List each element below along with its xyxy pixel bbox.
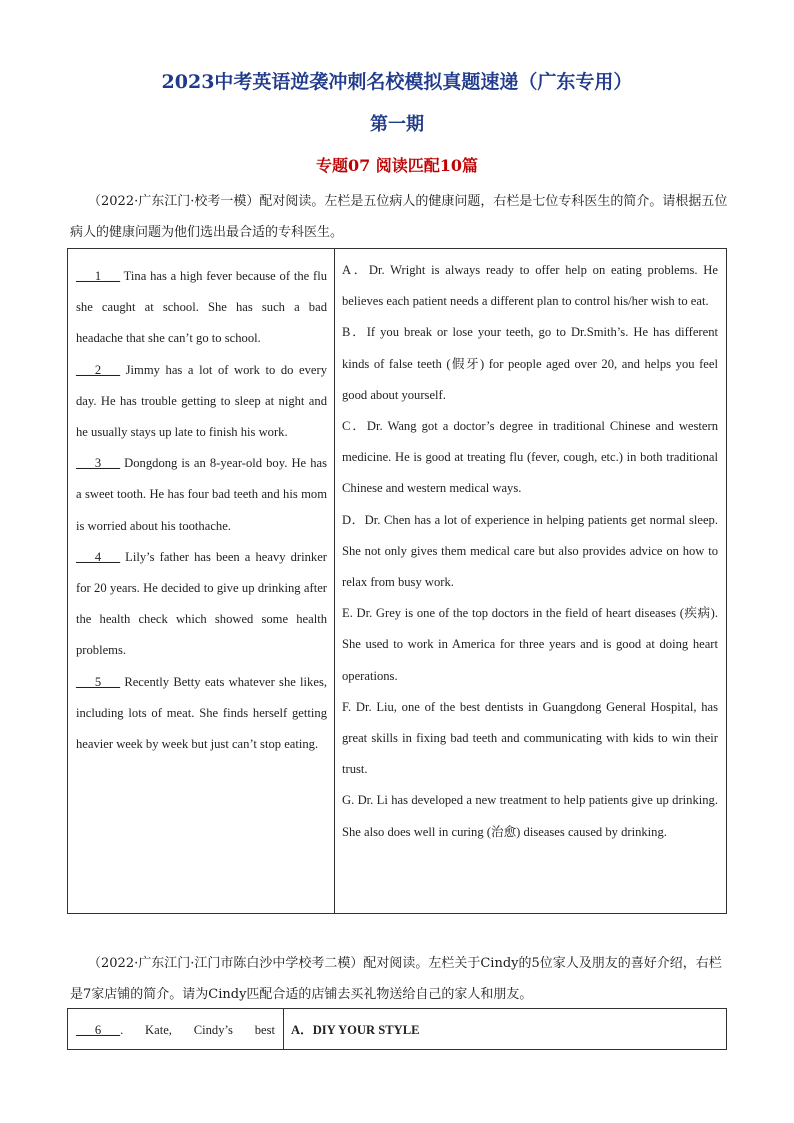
doctor-item: D．Dr. Chen has a lot of experience in helping patients get normal sleep. She not only gives them medical care but also provides advice on how to relax from busy work. — [342, 512, 718, 590]
doctor-item: E. Dr. Grey is one of the top doctors in the field of heart diseases (疾病). She used to work in America for three years and is good at doing heart operations. — [342, 606, 718, 683]
doctor-item: G. Dr. Li has developed a new treatment to help patients give up drinking. She also does well in curing (治愈) diseases caused by drinking. — [342, 793, 718, 839]
answer-blank[interactable]: ___2___ — [76, 362, 121, 377]
issue-label: 第一期 — [370, 114, 424, 135]
answer-blank[interactable]: ___6___ — [76, 1023, 121, 1037]
patient-item: ___2___ Jimmy has a lot of work to do every day. He has trouble getting to sleep at night and he usually stays up late to finish his work. — [76, 362, 327, 440]
doctor-item: F. Dr. Liu, one of the best dentists in Guangdong General Hospital, has great skills in fixing bad teeth and communicating with kids to win their trust. — [342, 699, 718, 777]
doctor-item: B．If you break or lose your teeth, go to Dr.Smith’s. He has different kinds of false teeth (假牙) for people aged over 20, and helps you feel good about yourself. — [342, 325, 718, 402]
patient-item: ___1___ Tina has a high fever because of the flu she caught at school. She has such a bad headache that she can’t go to school. — [76, 269, 327, 346]
answer-blank[interactable]: ___5___ — [76, 674, 121, 689]
document-title: 2023中考英语逆袭冲刺名校模拟真题速递（广东专用） — [161, 71, 633, 93]
section2-instructions: （2022·广东江门·江门市陈白沙中学校考二模）配对阅读。左栏关于Cindy的5位家人及朋友的喜好介绍，右栏是7家店铺的简介。请为Cindy匹配合适的店铺去买礼物送给自己的家人和朋友。 — [70, 956, 722, 1002]
patient-item: ___4___ Lily’s father has been a heavy drinker for 20 years. He decided to give up drinking after the health check which showed some health problems. — [76, 549, 327, 658]
matching-table-1 — [67, 248, 727, 914]
patients-column — [68, 249, 335, 914]
shops-column — [284, 1009, 727, 1050]
doctor-item: C．Dr. Wang got a doctor’s degree in traditional Chinese and western medicine. He is good at treating flu (fever, cough, etc.) in both traditional Chinese and western medical ways. — [342, 419, 718, 496]
answer-blank[interactable]: ___1___ — [76, 269, 121, 283]
doctors-column — [335, 249, 727, 914]
patient-item: ___3___ Dongdong is an 8-year-old boy. He has a sweet tooth. He has four bad teeth and his mom is worried about his toothache. — [76, 456, 327, 533]
answer-blank[interactable]: ___4___ — [76, 549, 121, 564]
matching-table-2 — [67, 1008, 727, 1050]
friends-column: ___6___. Kate, Cindy’s best — [68, 1009, 284, 1050]
topic-title: 专题07 阅读匹配10篇 — [315, 156, 479, 175]
section1-instructions: （2022·广东江门·校考一模）配对阅读。左栏是五位病人的健康问题，右栏是七位专科医生的简介。请根据五位病人的健康问题为他们选出最合适的专科医生。 — [70, 194, 728, 240]
answer-blank[interactable]: ___3___ — [76, 456, 121, 471]
patient-item: ___5___ Recently Betty eats whatever she likes, including lots of meat. She finds herself getting heavier week by week but just can’t stop eating. — [76, 674, 327, 752]
doctor-item: A．Dr. Wright is always ready to offer help on eating problems. He believes each patient needs a different plan to control his/her wish to eat. — [342, 263, 718, 309]
shop-item: A．DIY YOUR STYLE — [291, 1023, 420, 1037]
